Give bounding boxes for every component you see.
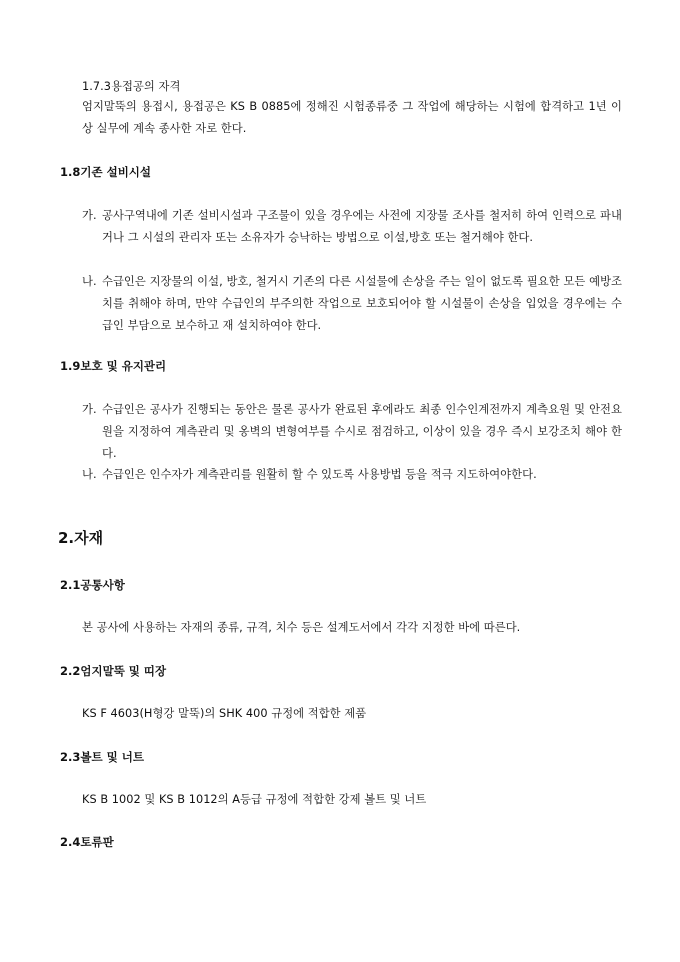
section-heading-2-2: 2.2엄지말뚝 및 띠장 <box>60 664 167 678</box>
list-item-text: 수급인은 공사가 진행되는 동안은 물론 공사가 완료된 후에라도 최종 인수인계전까지 계측요원 및 안전요원을 지정하여 계측관리 및 옹벽의 변형여부를 수시로 점검하고, 이상이 있을 경우 즉시 보강조치 해야 한다. <box>102 403 622 460</box>
subsection-title-1-7-3: 1.7.3용접공의 자격 <box>82 80 181 93</box>
list-marker: 가. <box>82 209 97 222</box>
list-item <box>82 399 622 465</box>
list-item-text: 수급인은 지장물의 이설, 방호, 철거시 기존의 다른 시설물에 손상을 주는 일이 없도록 필요한 모든 예방조치를 취해야 하며, 만약 수급인의 부주의한 작업으로 보호되어야 할 시설물이 손상을 입었을 경우에는 수급인 부담으로 보수하고 재 설치하여야 한다. <box>102 275 622 332</box>
list-marker: 나. <box>82 468 97 481</box>
paragraph-welder-qualification: 엄지말뚝의 용접시, 용접공은 KS B 0885에 정해진 시험종류중 그 작업에 해당하는 시험에 합격하고 1년 이상 실무에 계속 종사한 자로 한다. <box>82 100 622 135</box>
list-item <box>82 205 622 249</box>
paragraph-bolt-nut-spec: KS B 1002 및 KS B 1012의 A등급 규정에 적합한 강제 볼트 및 너트 <box>82 793 427 806</box>
section-heading-1-9: 1.9보호 및 유지관리 <box>60 359 167 373</box>
section-heading-2-1: 2.1공통사항 <box>60 578 125 592</box>
section-heading-2-3: 2.3볼트 및 너트 <box>60 750 144 764</box>
list-item-text: 공사구역내에 기존 설비시설과 구조물이 있을 경우에는 사전에 지장물 조사를 철저히 하여 인력으로 파내거나 그 시설의 관리자 또는 소유자가 승낙하는 방법으로 이설,방호 또는 철거해야 한다. <box>102 209 622 244</box>
chapter-title-2: 2.자재 <box>58 529 104 547</box>
list-marker: 가. <box>82 403 97 416</box>
list-item <box>82 464 622 486</box>
paragraph-common-items: 본 공사에 사용하는 자재의 종류, 규격, 치수 등은 설계도서에서 각각 지정한 바에 따른다. <box>82 621 521 634</box>
list-item-text: 수급인은 인수자가 계측관리를 원활히 할 수 있도록 사용방법 등을 적극 지도하여야한다. <box>102 468 537 481</box>
paragraph-soldier-pile-spec: KS F 4603(H형강 말뚝)의 SHK 400 규정에 적합한 제품 <box>82 707 367 720</box>
section-heading-2-4: 2.4토류판 <box>60 835 114 849</box>
list-item <box>82 271 622 337</box>
section-heading-1-8: 1.8기존 설비시설 <box>60 165 152 179</box>
list-marker: 나. <box>82 275 97 288</box>
